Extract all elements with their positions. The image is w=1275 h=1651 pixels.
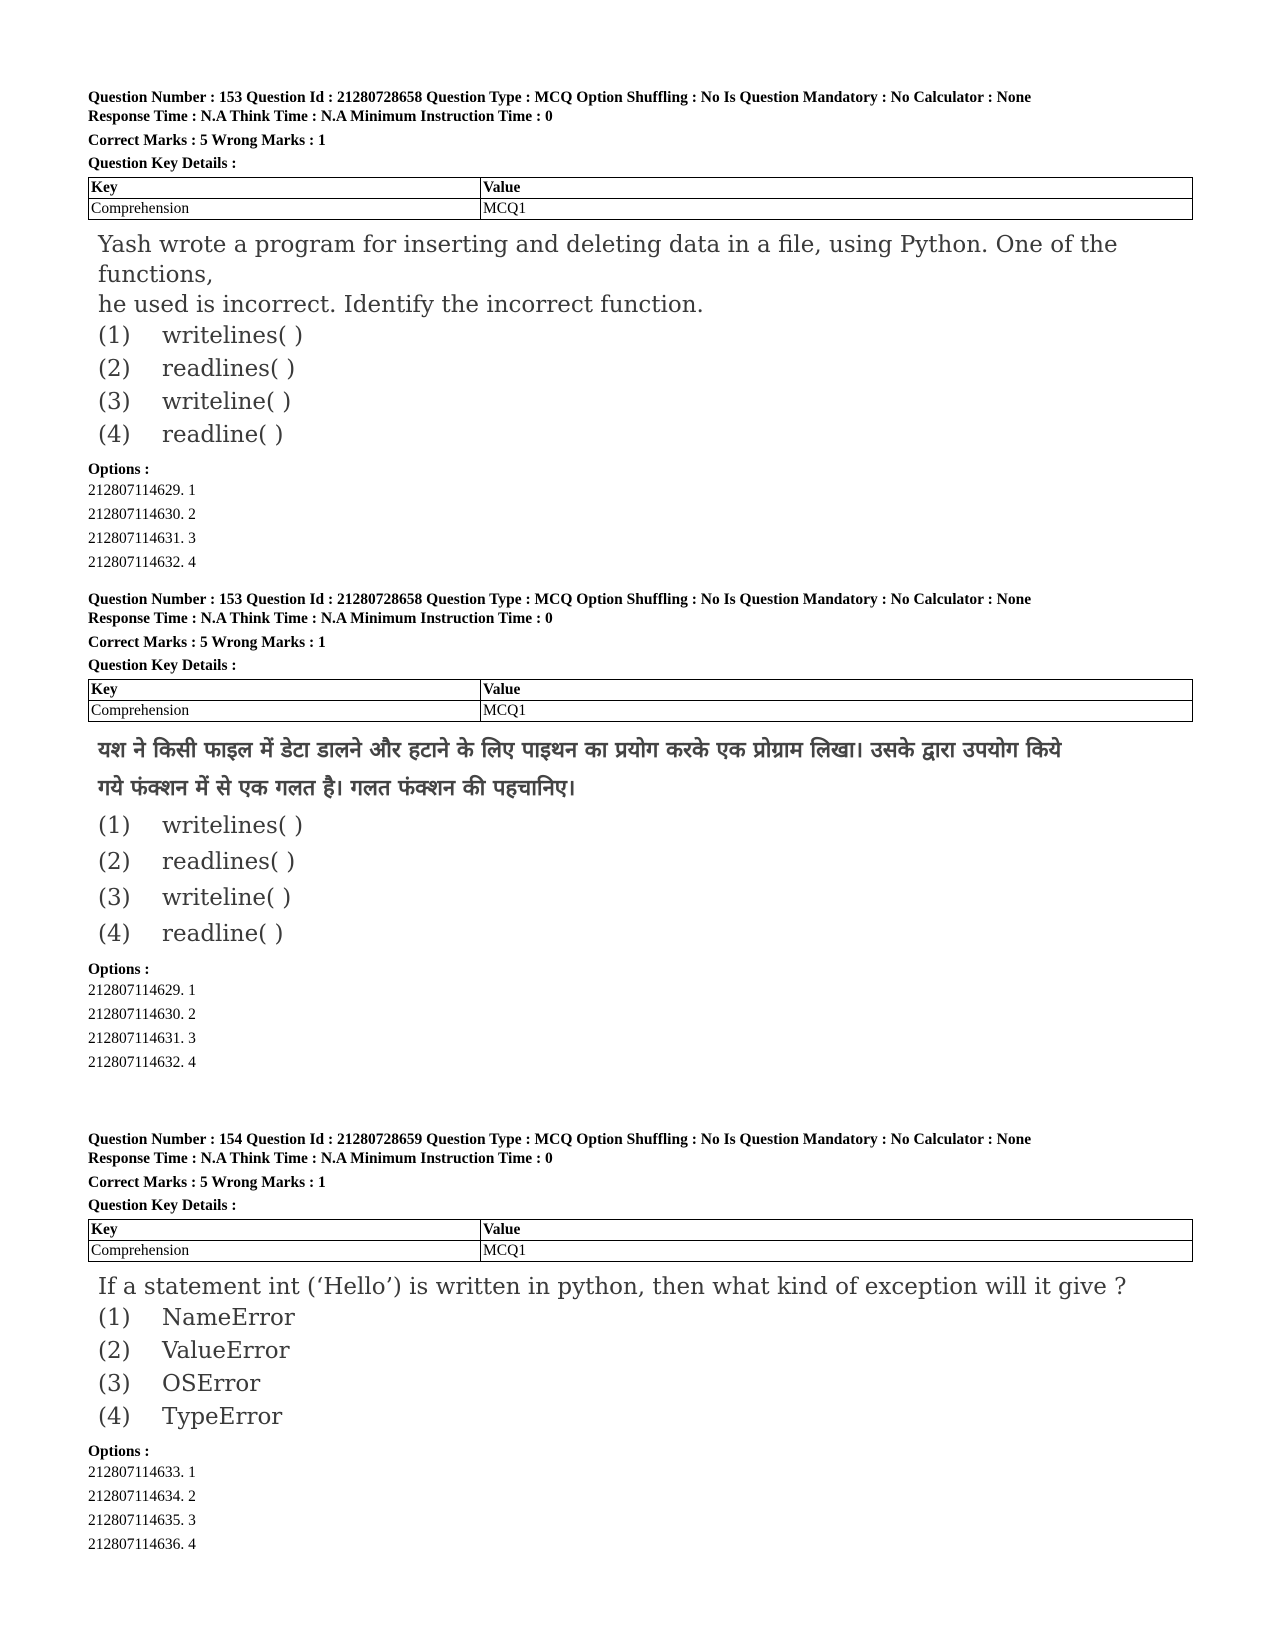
choice-number: (1) (98, 1305, 131, 1331)
choice-number: (3) (98, 885, 131, 911)
question-header-line2: Response Time : N.A Think Time : N.A Minimum Instruction Time : 0 (88, 610, 553, 627)
key-details-label: Question Key Details : (88, 657, 237, 674)
choice-text: TypeError (162, 1404, 283, 1430)
options-label: Options : (88, 1443, 150, 1460)
options-label: Options : (88, 961, 150, 978)
question-header-line2: Response Time : N.A Think Time : N.A Minimum Instruction Time : 0 (88, 108, 553, 125)
option-item: 212807114636. 4 (88, 1536, 196, 1553)
table-row (89, 199, 1193, 220)
marks-line: Correct Marks : 5 Wrong Marks : 1 (88, 132, 326, 149)
choice-item (88, 320, 1193, 353)
table-head-value: Value (481, 680, 1193, 701)
choice-number: (2) (98, 849, 131, 875)
table-cell-value: MCQ1 (481, 1241, 1193, 1262)
choice-text: readlines( ) (162, 356, 296, 382)
key-details-table (88, 177, 1193, 220)
key-details-table (88, 679, 1193, 722)
choice-number: (3) (98, 1371, 131, 1397)
option-item: 212807114632. 4 (88, 554, 196, 571)
choice-item (88, 353, 1193, 386)
choice-item (88, 844, 1193, 880)
choice-item (88, 1335, 1193, 1368)
table-cell-value: MCQ1 (481, 199, 1193, 220)
choice-text: OSError (162, 1371, 261, 1397)
marks-line: Correct Marks : 5 Wrong Marks : 1 (88, 1174, 326, 1191)
choice-item (88, 1368, 1193, 1401)
choice-number: (2) (98, 1338, 131, 1364)
table-header-row (89, 680, 1193, 701)
key-details-label: Question Key Details : (88, 155, 237, 172)
choice-item (88, 386, 1193, 419)
table-head-value: Value (481, 1220, 1193, 1241)
choice-item (88, 808, 1193, 844)
question-header-line1: Question Number : 154 Question Id : 21280728659 Question Type : MCQ Option Shuffling : No Is Question Mandatory : No Calculator : None (88, 1131, 1032, 1148)
option-item: 212807114635. 3 (88, 1512, 196, 1529)
choice-text: ValueError (162, 1338, 290, 1364)
question-image (88, 1272, 1193, 1434)
choice-item (88, 1401, 1193, 1434)
choice-text: writelines( ) (162, 813, 304, 839)
choice-text: writeline( ) (162, 389, 292, 415)
table-header-row (89, 1220, 1193, 1241)
choice-text: readline( ) (162, 422, 284, 448)
question-header-line1: Question Number : 153 Question Id : 21280728658 Question Type : MCQ Option Shuffling : No Is Question Mandatory : No Calculator : None (88, 89, 1032, 106)
choice-text: writeline( ) (162, 885, 292, 911)
choice-item (88, 1302, 1193, 1335)
choice-number: (2) (98, 356, 131, 382)
choice-item (88, 419, 1193, 452)
option-item: 212807114632. 4 (88, 1054, 196, 1071)
table-head-key: Key (89, 680, 481, 701)
table-header-row (89, 178, 1193, 199)
question-image (88, 732, 1193, 952)
question-block-1 (88, 88, 1193, 575)
table-row (89, 1241, 1193, 1262)
question-image (88, 230, 1193, 452)
choice-number: (4) (98, 422, 131, 448)
options-label: Options : (88, 461, 150, 478)
choice-number: (4) (98, 921, 131, 947)
choice-number: (3) (98, 389, 131, 415)
option-item: 212807114633. 1 (88, 1464, 196, 1481)
choice-text: readlines( ) (162, 849, 296, 875)
table-head-key: Key (89, 1220, 481, 1241)
table-cell-key: Comprehension (89, 199, 481, 220)
choice-item (88, 880, 1193, 916)
question-header-line2: Response Time : N.A Think Time : N.A Minimum Instruction Time : 0 (88, 1150, 553, 1167)
question-text-line: गये फंक्शन में से एक गलत है। गलत फंक्शन की पहचानिए। (98, 776, 576, 801)
option-item: 212807114629. 1 (88, 982, 196, 999)
question-block-3 (88, 1130, 1193, 1557)
choice-text: readline( ) (162, 921, 284, 947)
table-cell-key: Comprehension (89, 701, 481, 722)
option-item: 212807114630. 2 (88, 1006, 196, 1023)
table-cell-key: Comprehension (89, 1241, 481, 1262)
option-item: 212807114631. 3 (88, 1030, 196, 1047)
table-cell-value: MCQ1 (481, 701, 1193, 722)
marks-line: Correct Marks : 5 Wrong Marks : 1 (88, 634, 326, 651)
choice-number: (1) (98, 323, 131, 349)
choice-text: writelines( ) (162, 323, 304, 349)
question-text-line: यश ने किसी फाइल में डेटा डालने और हटाने के लिए पाइथन का प्रयोग करके एक प्रोग्राम लिखा। उसके द्वारा उपयोग किये (98, 738, 1062, 763)
choice-text: NameError (162, 1305, 295, 1331)
table-head-key: Key (89, 178, 481, 199)
table-head-value: Value (481, 178, 1193, 199)
key-details-label: Question Key Details : (88, 1197, 237, 1214)
choice-item (88, 916, 1193, 952)
option-item: 212807114629. 1 (88, 482, 196, 499)
option-item: 212807114634. 2 (88, 1488, 196, 1505)
question-text-line: he used is incorrect. Identify the incorrect function. (98, 292, 704, 318)
question-text-line: If a statement int (‘Hello’) is written in python, then what kind of exception will it give ? (98, 1274, 1127, 1300)
table-row (89, 701, 1193, 722)
question-header-line1: Question Number : 153 Question Id : 21280728658 Question Type : MCQ Option Shuffling : No Is Question Mandatory : No Calculator : None (88, 591, 1032, 608)
choice-number: (1) (98, 813, 131, 839)
question-text-line: Yash wrote a program for inserting and deleting data in a file, using Python. One of the functions, (98, 232, 1118, 288)
option-item: 212807114631. 3 (88, 530, 196, 547)
option-item: 212807114630. 2 (88, 506, 196, 523)
question-block-2 (88, 590, 1193, 1075)
key-details-table (88, 1219, 1193, 1262)
choice-number: (4) (98, 1404, 131, 1430)
